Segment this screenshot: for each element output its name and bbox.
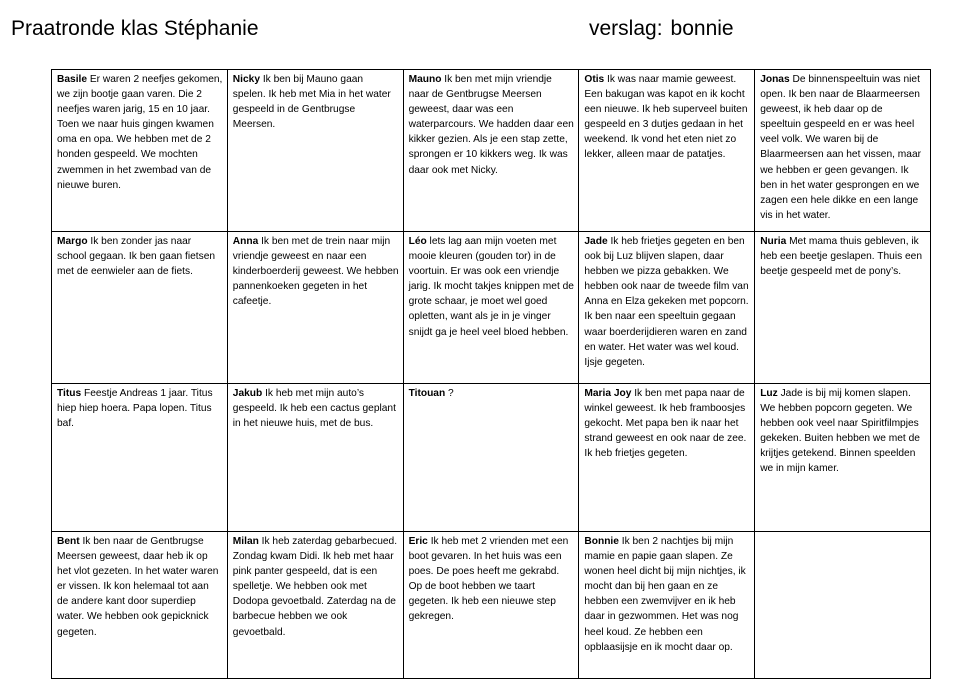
report-table — [51, 69, 931, 679]
student-story: Ik ben naar de Gentbrugse Meersen geweest, daar heb ik op het vlot gezeten. In het water waren er vissen. Ik kon helemaal tot aan de andere kant door superdiep water. We hebben ook gepicknick gegeten. — [57, 536, 219, 638]
student-name: Mauno — [408, 74, 442, 85]
student-story: Jade is bij mij komen slapen. We hebben popcorn gegeten. We hebben ook veel naar Spiritfilmpjes gekeken. Buiten hebben we met de krijtjes getekend. Binnen speelden we in mijn kamer. — [760, 388, 920, 475]
student-cell — [755, 384, 931, 532]
student-name: Margo — [57, 236, 88, 247]
table-row — [52, 384, 931, 532]
student-name: Milan — [232, 536, 259, 547]
student-name: Jade — [584, 236, 608, 247]
student-name: Titouan — [408, 388, 446, 399]
student-story: Ik ben met papa naar de winkel geweest. Ik heb framboosjes gekocht. Met papa ben ik naar het strand geweest en ook naar de zee. Ik heb frietjes gegeten. — [584, 388, 747, 460]
student-cell — [755, 70, 931, 232]
table-row — [52, 532, 931, 679]
student-name: Nuria — [760, 236, 787, 247]
student-story: Ik ben 2 nachtjes bij mijn mamie en papie gaan slapen. Ze wonen heel dicht bij mijn nichtjes, ik mocht dan bij hen gaan en ze hebben een zwemvijver en ik heb daar in gezwommen. Het was nog heel koud. Ze hebben een opblaasijsje en ik mocht daar op. — [584, 536, 746, 653]
student-cell — [403, 70, 579, 232]
student-story: Ik heb met 2 vrienden met een boot gevaren. In het huis was een poes. De poes heeft me gekrabd. Op de boot hebben we taart gegeten. Ik heb een nieuwe step gekregen. — [408, 536, 569, 623]
empty-cell — [755, 532, 931, 679]
student-cell — [52, 384, 228, 532]
student-name: Otis — [584, 74, 605, 85]
student-cell — [227, 232, 403, 384]
student-name: Jonas — [760, 74, 790, 85]
student-story: Ik ben bij Mauno gaan spelen. Ik heb met Mia in het water gespeeld in de Gentbrugse Meersen. — [232, 74, 391, 131]
student-cell — [755, 232, 931, 384]
student-name: Basile — [57, 74, 88, 85]
student-cell — [403, 532, 579, 679]
student-cell — [579, 70, 755, 232]
student-cell — [227, 384, 403, 532]
student-name: Anna — [232, 236, 259, 247]
student-story: Ik was naar mamie geweest. Een bakugan was kapot en ik kocht een nieuwe. Ik heb superveel buiten gespeeld en 3 dutjes gedaan in het weekend. Ik vond het eten niet zo lekker, alleen maar de patatjes. — [584, 74, 748, 161]
student-story: De binnenspeeltuin was niet open. Ik ben naar de Blaarmeersen geweest, ik heb daar op de speeltuin gespeeld en er was heel veel volk. We waren bij de Blaarmeersen aan het vissen, maar we hebben er geen gevangen. Ik ben in het water gesprongen en we zagen een hele dikke en een lange vis in het water. — [760, 74, 922, 221]
student-name: Titus — [57, 388, 82, 399]
student-name: Jakub — [232, 388, 263, 399]
student-name: Eric — [408, 536, 428, 547]
student-cell — [52, 232, 228, 384]
student-cell — [579, 532, 755, 679]
student-cell — [52, 532, 228, 679]
student-story: Met mama thuis gebleven, ik heb een beetje geslapen. Thuis een beetje gespeeld met de pony’s. — [760, 236, 922, 278]
student-name: Léo — [408, 236, 427, 247]
student-name: Bonnie — [584, 536, 619, 547]
student-story: ? — [445, 388, 454, 399]
student-story: Ik heb zaterdag gebarbecued. Zondag kwam Didi. Ik heb met haar pink panter gespeeld, dat is een spelletje. We hebben ook met Dodopa gevoetbald. Zaterdag na de barbecue hebben we ook gevoetbald. — [232, 536, 398, 638]
student-story: Ik ben met de trein naar mijn vriendje geweest en naar een kinderboerderij geweest. We hebben pannenkoeken gegeten in het cafeetje. — [232, 236, 399, 308]
student-story: Ik heb frietjes gegeten en ben ook bij Luz blijven slapen, daar hebben we pizza gebakken. We hebben ook naar de tweede film van Anna en Elza gekeken met popcorn. Ik ben naar een speeltuin gegaan waar boerderijdieren waren en zand en water. Het water was wel koud. Ijsje gegeten. — [584, 236, 749, 368]
table-row — [52, 232, 931, 384]
student-cell — [403, 384, 579, 532]
student-cell — [579, 384, 755, 532]
report-line — [589, 16, 734, 42]
student-cell — [227, 532, 403, 679]
page-title: Praatronde klas Stéphanie — [11, 17, 259, 40]
student-cell — [52, 70, 228, 232]
student-name: Luz — [760, 388, 778, 399]
student-story: Ik ben met mijn vriendje naar de Gentbrugse Meersen geweest, daar was een waterparcours. We hadden daar een kikker gezien. Als je een stap zette, sprongen er 10 kikkers weg. Ik was daar ook met Nicky. — [408, 74, 574, 176]
student-cell — [579, 232, 755, 384]
student-story: Ik heb met mijn auto’s gespeeld. Ik heb een cactus geplant in het nieuwe huis, met de bus. — [232, 388, 396, 430]
student-story: Ik ben zonder jas naar school gegaan. Ik ben gaan fietsen met de eenwieler aan de fiets. — [57, 236, 216, 278]
student-story: lets lag aan mijn voeten met mooie kleuren (gouden tor) in de voortuin. Er was ook een vriendje jarig. Ik mocht takjes knippen met de grote schaar, je moet wel goed opletten, want als je in je vinger snijdt ga je heel veel bloed hebben. — [408, 236, 574, 338]
student-name: Bent — [57, 536, 80, 547]
student-name: Nicky — [232, 74, 260, 85]
student-cell — [403, 232, 579, 384]
student-cell — [227, 70, 403, 232]
student-story: Feestje Andreas 1 jaar. Titus hiep hiep hoera. Papa lopen. Titus baf. — [57, 388, 213, 430]
report-label: verslag: — [589, 17, 663, 40]
student-story: Er waren 2 neefjes gekomen, we zijn bootje gaan varen. Die 2 neefjes waren jarig, 15 en 10 jaar. Toen we naar huis gingen kwamen oma en opa. We hebben met de 2 honden gespeeld. We mochten zwemmen in het zwembad van de nieuwe buren. — [57, 74, 223, 191]
reporter-name: bonnie — [670, 17, 734, 40]
student-name: Maria Joy — [584, 388, 632, 399]
table-row — [52, 70, 931, 232]
